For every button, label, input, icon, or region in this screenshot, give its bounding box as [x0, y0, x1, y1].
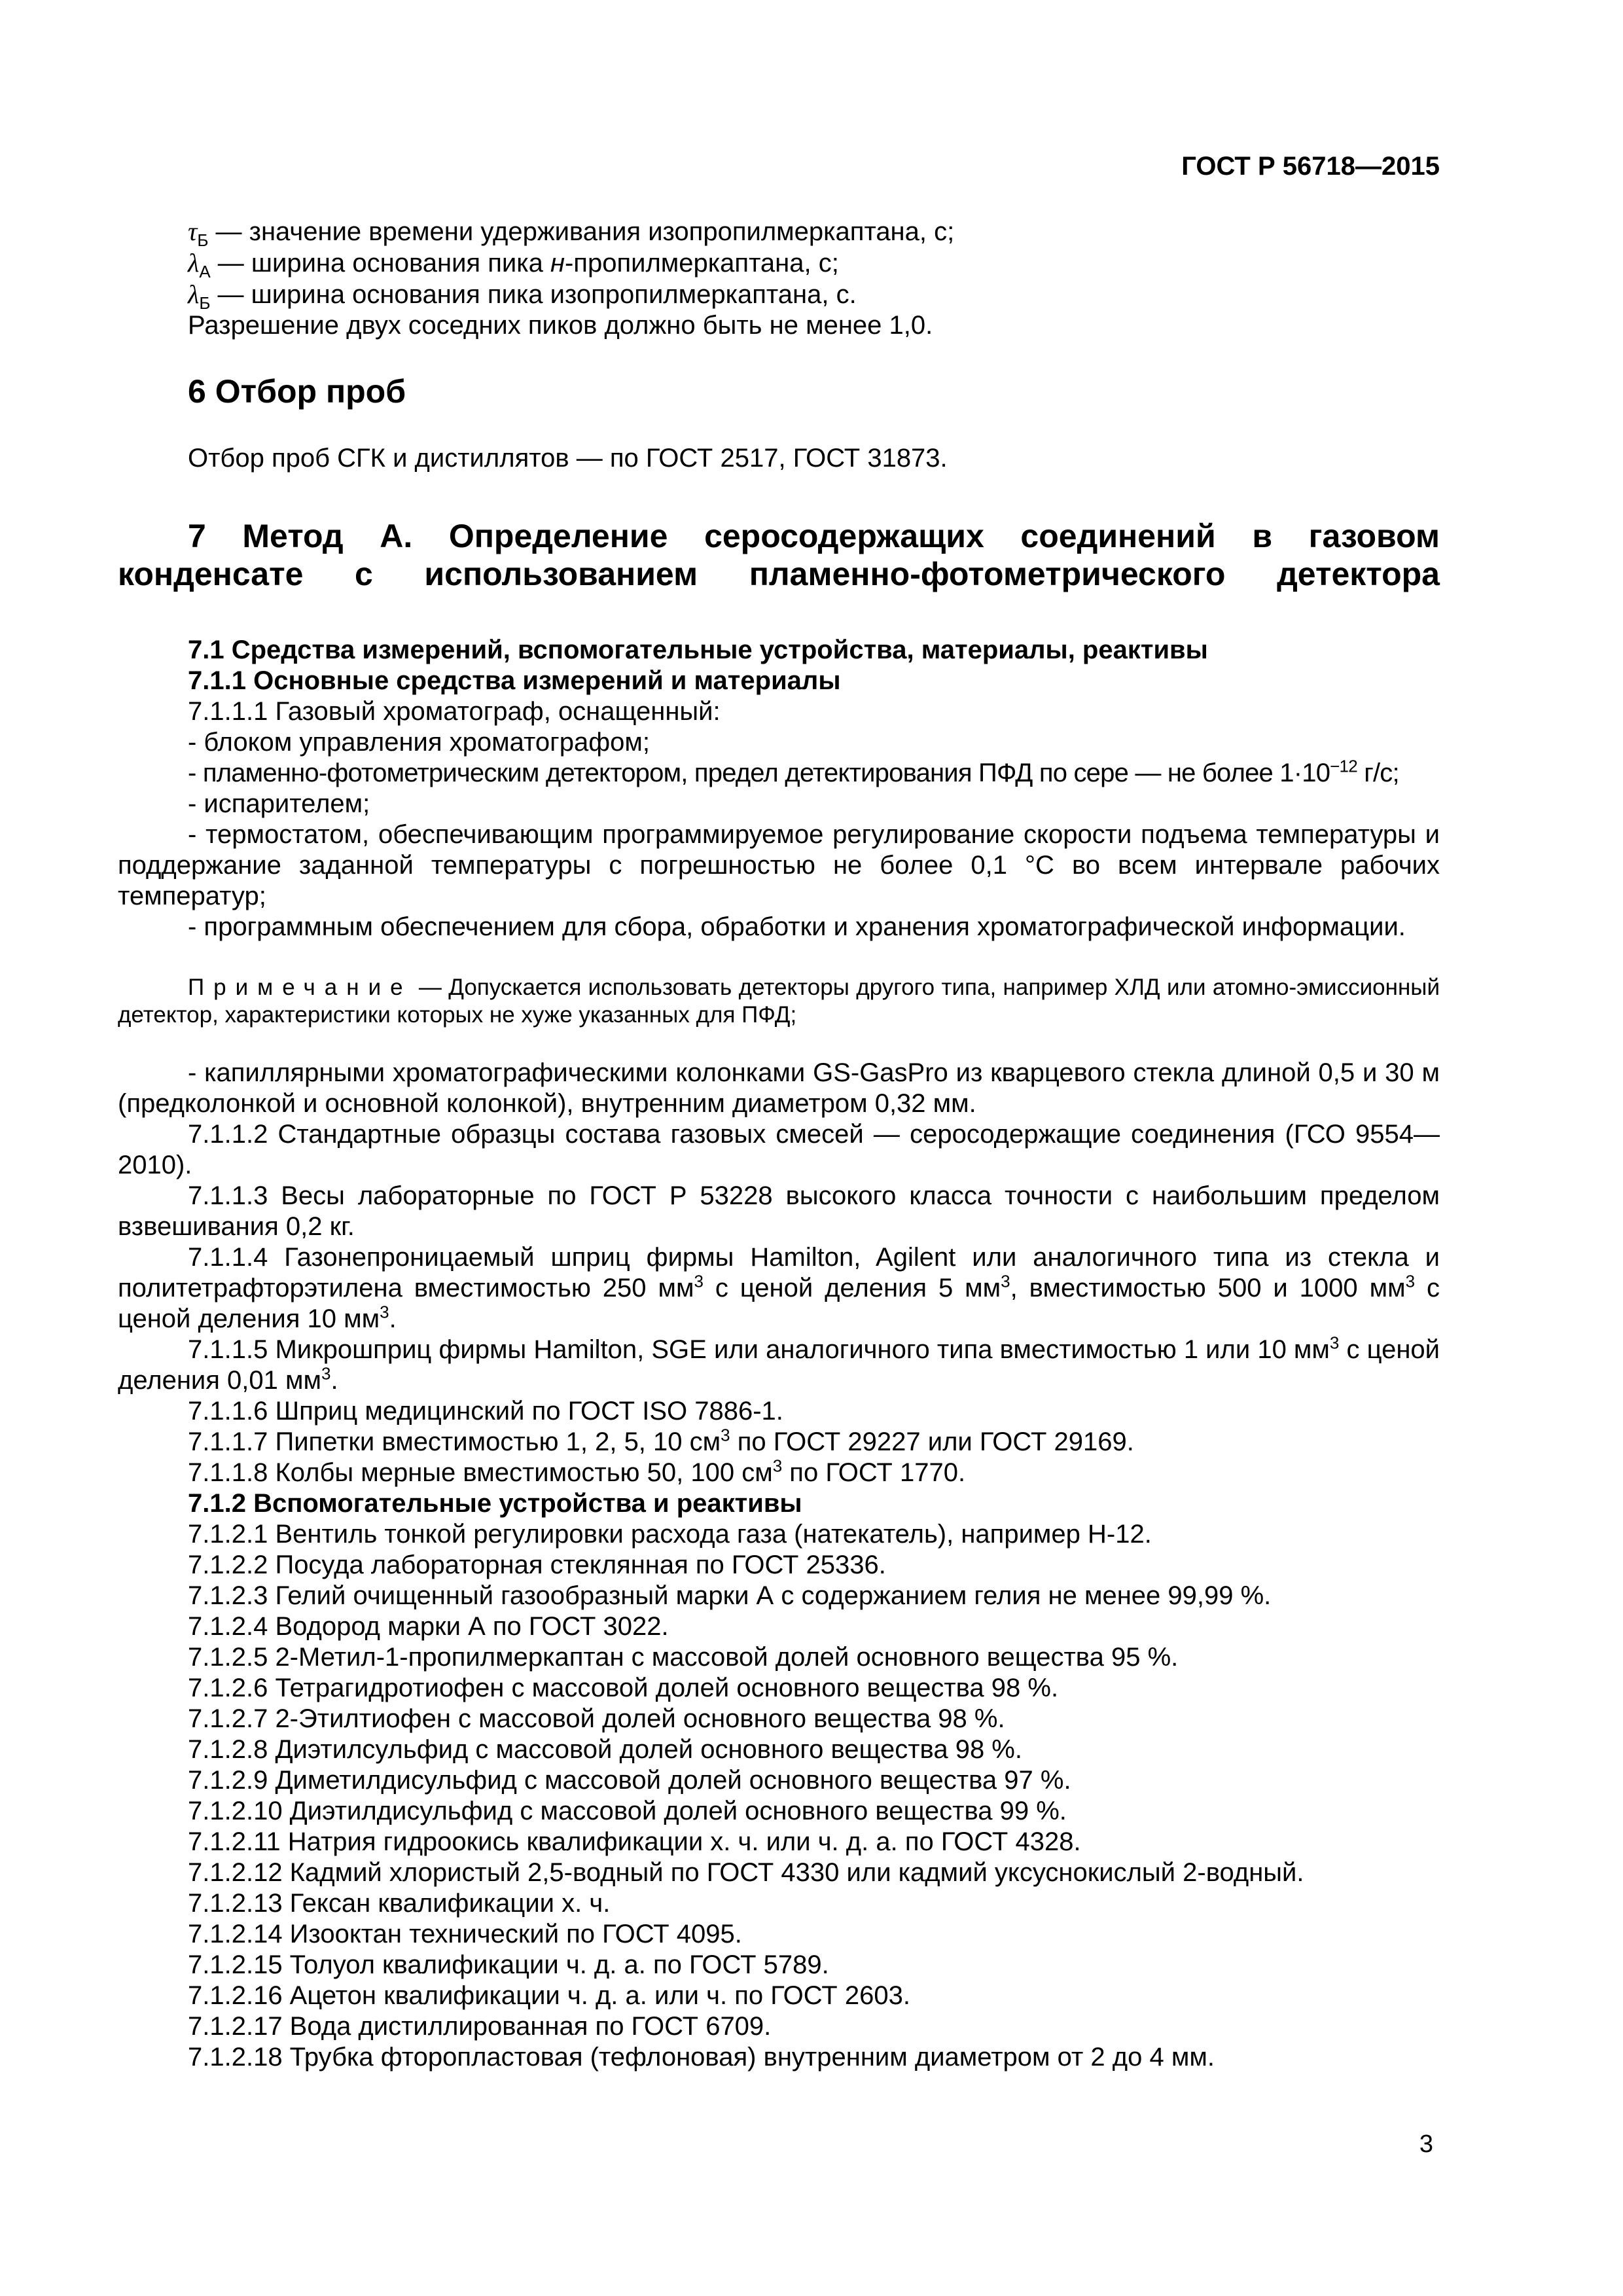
- italic-prefix: н: [550, 249, 565, 278]
- item-7-1-1-6: 7.1.1.6 Шприц медицинский по ГОСТ ISO 7886-1.: [188, 1397, 783, 1426]
- bullet-software: - программным обеспечением для сбора, обработки и хранения хроматографической информации.: [188, 912, 1406, 941]
- list-item: 7.1.2.1 Вентиль тонкой регулировки расхода газа (натекатель), например Н-12.: [188, 1520, 1152, 1549]
- bullet-evaporator: - испарителем;: [188, 789, 370, 818]
- exponent: −12: [1330, 756, 1357, 776]
- exponent: 3: [721, 1425, 730, 1445]
- bullet-thermostat: - термостатом, обеспечивающим программируемое регулирование скорости подъема температуры и поддержание заданной температуры с погрешностью не более 0,1 °С во всем интервале рабочих температур;: [118, 820, 1440, 910]
- exponent: 3: [772, 1456, 783, 1476]
- list-item: 7.1.2.4 Водород марки А по ГОСТ 3022.: [188, 1612, 669, 1641]
- item-7-1-1-7: [118, 1427, 1440, 1458]
- list-item: 7.1.2.11 Натрия гидроокись квалификации х. ч. или ч. д. а. по ГОСТ 4328.: [188, 1827, 1081, 1856]
- definition-text: — значение времени удерживания изопропилмеркаптана, с;: [208, 217, 955, 246]
- item-text: с ценой деления 0,01 мм: [118, 1335, 1440, 1395]
- item-text: 7.1.1.4 Газонепроницаемый шприц фирмы Hamilton, Agilent или аналогичного типа из стекла и политетрафторэтилена вместимостью 250 мм: [118, 1243, 1440, 1302]
- list-item: 7.1.2.8 Диэтилсульфид с массовой долей основного вещества 98 %.: [188, 1735, 1022, 1764]
- list-item: 7.1.2.7 2-Этилтиофен с массовой долей основного вещества 98 %.: [188, 1704, 1005, 1733]
- symbol: λ: [188, 279, 200, 309]
- item-text: по ГОСТ 29227 или ГОСТ 29169.: [730, 1427, 1134, 1456]
- item-7-1-1-1: 7.1.1.1 Газовый хроматограф, оснащенный:: [188, 697, 721, 726]
- definition-tau-b: [118, 216, 1440, 250]
- list-item: 7.1.2.12 Кадмий хлористый 2,5-водный по ГОСТ 4330 или кадмий уксуснокислый 2-водный.: [188, 1858, 1304, 1887]
- exponent: 3: [1405, 1271, 1416, 1291]
- item-7-1-1-3: 7.1.1.3 Весы лабораторные по ГОСТ Р 53228 высокого класса точности с наибольшим пределом взвешивания 0,2 кг.: [118, 1181, 1440, 1241]
- section-7-1-title: 7.1 Средства измерений, вспомогательные устройства, материалы, реактивы: [188, 636, 1208, 664]
- list-item: 7.1.2.17 Вода дистиллированная по ГОСТ 6709.: [188, 2012, 772, 2041]
- list-item: 7.1.2.3 Гелий очищенный газообразный марки А с содержанием гелия не менее 99,99 %.: [188, 1581, 1272, 1610]
- subscript: Б: [199, 293, 211, 313]
- subscript: А: [199, 262, 211, 281]
- page-body: [118, 151, 1440, 2073]
- list-item: 7.1.2.16 Ацетон квалификации ч. д. а. или ч. по ГОСТ 2603.: [188, 1981, 910, 2010]
- item-text: 7.1.1.8 Колбы мерные вместимостью 50, 100 см: [188, 1458, 773, 1487]
- item-text: 7.1.1.7 Пипетки вместимостью 1, 2, 5, 10 см: [188, 1427, 721, 1456]
- subscript: Б: [197, 230, 209, 250]
- list-item: 7.1.2.6 Тетрагидротиофен с массовой долей основного вещества 98 %.: [188, 1674, 1059, 1702]
- section-7-title-line1: 7 Метод А. Определение серосодержащих соединений в газовом: [188, 518, 1440, 554]
- item-text: с ценой деления 5 мм: [703, 1274, 1001, 1302]
- item-7-1-1-2: 7.1.1.2 Стандартные образцы состава газовых смесей — серосодержащие соединения (ГСО 9554—2010).: [118, 1120, 1440, 1179]
- definition-text: — ширина основания пика изопропилмеркаптана, с.: [210, 280, 857, 309]
- bullet-control-unit: - блоком управления хроматографом;: [188, 728, 650, 757]
- item-text: с ценой деления 10 мм: [118, 1274, 1440, 1333]
- list-item: 7.1.2.5 2-Метил-1-пропилмеркаптан с массовой долей основного вещества 95 %.: [188, 1643, 1179, 1672]
- section-7-1-2-title: 7.1.2 Вспомогательные устройства и реактивы: [188, 1489, 802, 1518]
- bullet-text: г/с;: [1357, 759, 1399, 787]
- exponent: 3: [321, 1363, 331, 1384]
- exponent: 3: [1001, 1271, 1010, 1291]
- list-7-1-2: [118, 1519, 1440, 2073]
- bullet-text: - пламенно-фотометрическим детектором, предел детектирования ПФД по сере — не более 1·10: [188, 759, 1330, 787]
- section-6-title: 6 Отбор проб: [188, 373, 406, 410]
- item-7-1-1-4: [118, 1242, 1440, 1335]
- definition-text: -пропилмеркаптана, с;: [564, 249, 839, 278]
- section-7-title-line2: конденсате с использованием пламенно-фотометрического детектора: [118, 556, 1440, 592]
- exponent: 3: [380, 1302, 389, 1322]
- bullet-fpd-detector: [118, 758, 1440, 789]
- symbol: λ: [188, 248, 200, 278]
- list-item: 7.1.2.2 Посуда лабораторная стеклянная по ГОСТ 25336.: [188, 1551, 886, 1579]
- item-7-1-1-5: [118, 1335, 1440, 1396]
- item-text: .: [330, 1366, 338, 1395]
- section-7-1-1-title: 7.1.1 Основные средства измерений и материалы: [188, 666, 841, 695]
- document-header: ГОСТ Р 56718—2015: [1181, 152, 1440, 181]
- list-item: 7.1.2.13 Гексан квалификации х. ч.: [188, 1889, 611, 1918]
- list-item: 7.1.2.14 Изооктан технический по ГОСТ 4095.: [188, 1920, 742, 1948]
- bullet-columns: - капиллярными хроматографическими колонками GS-GasPro из кварцевого стекла длиной 0,5 и 30 м (предколонкой и основной колонкой), внутренним диаметром 0,32 мм.: [118, 1058, 1440, 1118]
- item-7-1-1-8: [118, 1458, 1440, 1488]
- symbol: τ: [188, 217, 198, 246]
- resolution-text: Разрешение двух соседних пиков должно быть не менее 1,0.: [188, 311, 933, 340]
- page-number: 3: [1419, 2130, 1433, 2158]
- list-item: 7.1.2.18 Трубка фторопластовая (тефлоновая) внутренним диаметром от 2 до 4 мм.: [188, 2043, 1215, 2072]
- list-item: 7.1.2.15 Толуол квалификации ч. д. а. по ГОСТ 5789.: [188, 1950, 829, 1979]
- definition-lambda-b: [118, 279, 1440, 313]
- note: [118, 974, 1440, 1029]
- item-text: по ГОСТ 1770.: [782, 1458, 966, 1487]
- list-item: 7.1.2.9 Диметилдисульфид с массовой долей основного вещества 97 %.: [188, 1766, 1071, 1795]
- note-text: — Допускается использовать детекторы другого типа, например ХЛД или атомно-эмиссионный детектор, характеристики которых не хуже указанных для ПФД;: [118, 975, 1440, 1028]
- note-label: Примечание: [188, 975, 412, 1000]
- item-text: .: [389, 1304, 397, 1333]
- definition-lambda-a: [118, 247, 1440, 279]
- list-item: 7.1.2.10 Диэтилдисульфид с массовой долей основного вещества 99 %.: [188, 1797, 1067, 1825]
- item-text: 7.1.1.5 Микрошприц фирмы Hamilton, SGE или аналогичного типа вместимостью 1 или 10 мм: [188, 1335, 1330, 1364]
- definition-text: — ширина основания пика: [210, 249, 550, 278]
- item-text: , вместимостью 500 и 1000 мм: [1010, 1274, 1406, 1302]
- exponent: 3: [1329, 1333, 1340, 1353]
- section-6-text: Отбор проб СГК и дистиллятов — по ГОСТ 2517, ГОСТ 31873.: [188, 444, 948, 473]
- exponent: 3: [694, 1271, 704, 1291]
